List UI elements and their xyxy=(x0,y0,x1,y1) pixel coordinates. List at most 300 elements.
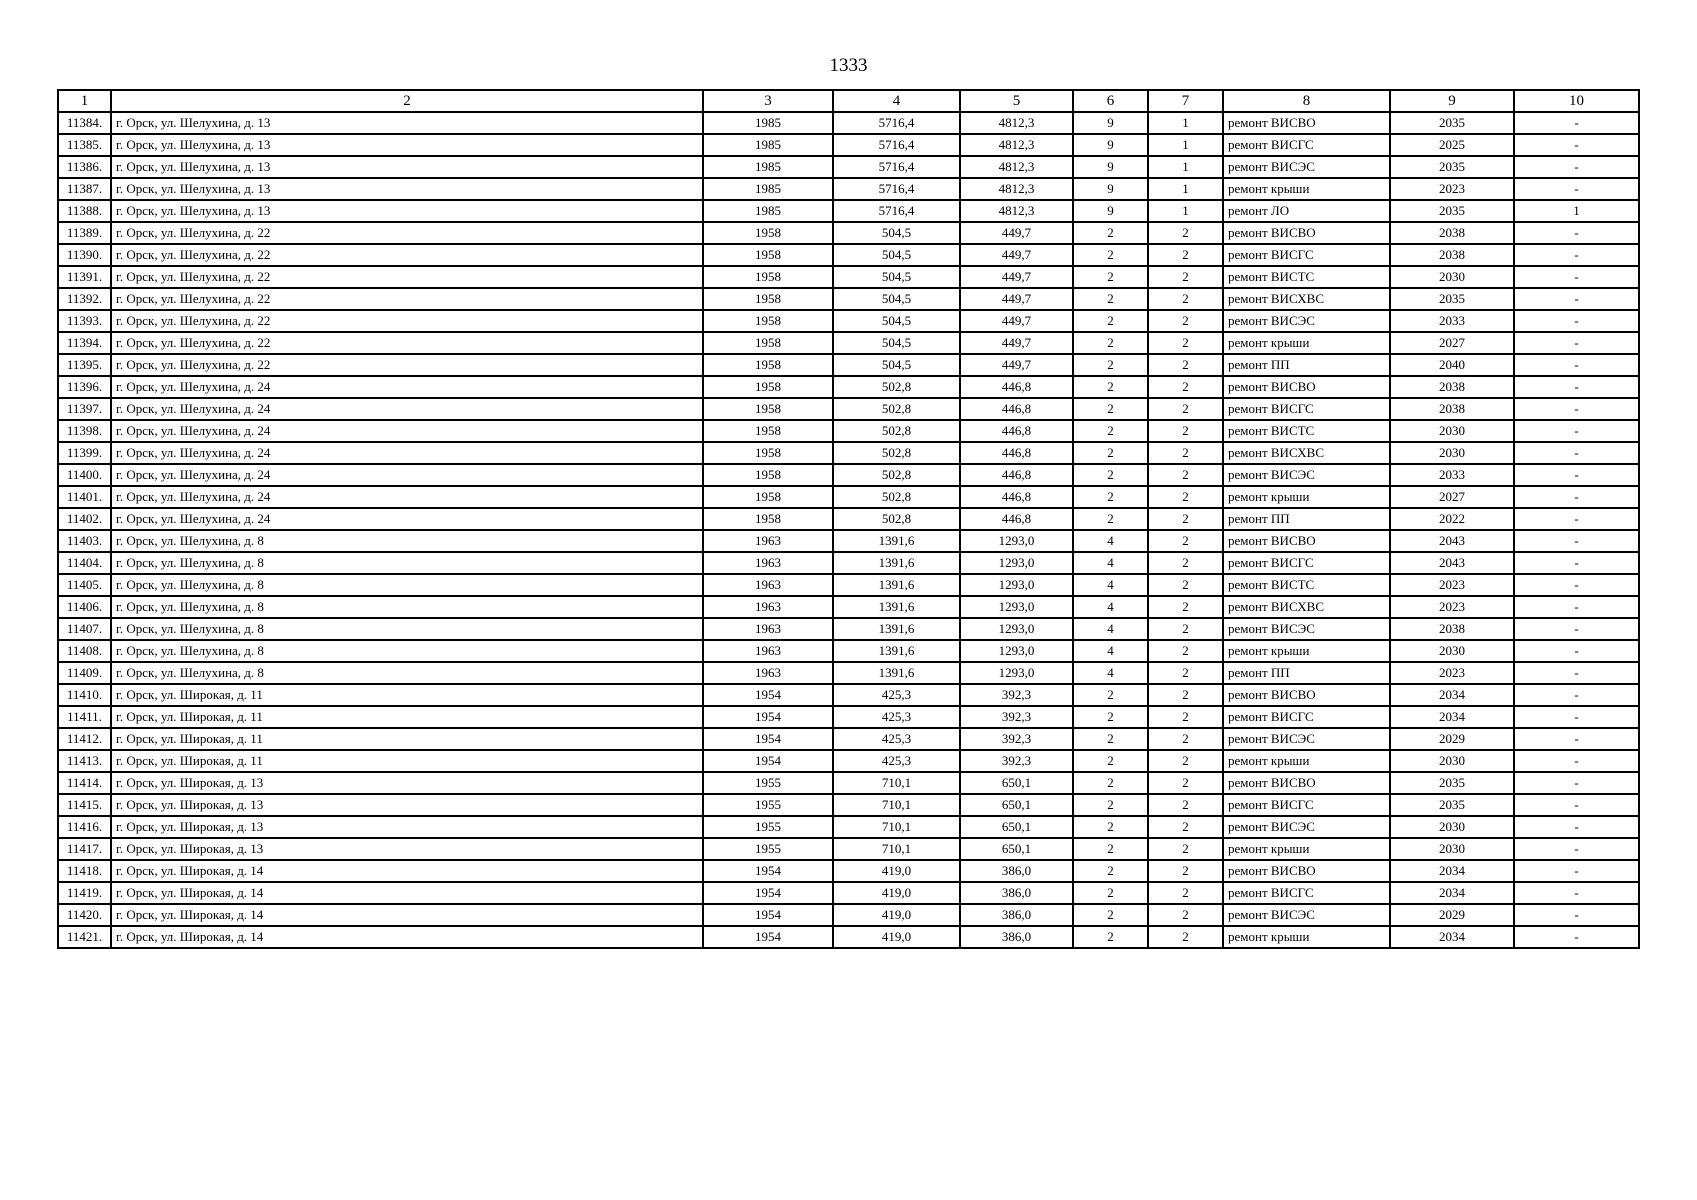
cell-note: - xyxy=(1514,684,1639,706)
cell-living-area: 449,7 xyxy=(960,266,1073,288)
table-row xyxy=(58,112,1639,134)
cell-floors: 2 xyxy=(1073,706,1148,728)
cell-total-area: 419,0 xyxy=(833,904,960,926)
cell-address: г. Орск, ул. Шелухина, д. 8 xyxy=(111,574,703,596)
table-row xyxy=(58,728,1639,750)
cell-total-area: 425,3 xyxy=(833,750,960,772)
cell-living-area: 4812,3 xyxy=(960,134,1073,156)
cell-row-number: 11386. xyxy=(58,156,111,178)
cell-row-number: 11421. xyxy=(58,926,111,948)
cell-note: - xyxy=(1514,354,1639,376)
repair-schedule-table xyxy=(57,89,1640,949)
cell-note: - xyxy=(1514,882,1639,904)
cell-total-area: 425,3 xyxy=(833,706,960,728)
cell-total-area: 5716,4 xyxy=(833,112,960,134)
cell-row-number: 11414. xyxy=(58,772,111,794)
cell-work-type: ремонт ВИСТС xyxy=(1223,420,1390,442)
cell-planned-year: 2038 xyxy=(1390,244,1514,266)
cell-note: - xyxy=(1514,486,1639,508)
cell-floors: 2 xyxy=(1073,288,1148,310)
cell-planned-year: 2035 xyxy=(1390,794,1514,816)
cell-note: - xyxy=(1514,860,1639,882)
cell-floors: 2 xyxy=(1073,464,1148,486)
table-row xyxy=(58,860,1639,882)
cell-build-year: 1963 xyxy=(703,640,833,662)
cell-total-area: 502,8 xyxy=(833,420,960,442)
cell-note: - xyxy=(1514,442,1639,464)
cell-build-year: 1963 xyxy=(703,596,833,618)
cell-note: - xyxy=(1514,112,1639,134)
cell-floors: 9 xyxy=(1073,200,1148,222)
cell-work-type: ремонт ВИСВО xyxy=(1223,376,1390,398)
cell-row-number: 11403. xyxy=(58,530,111,552)
cell-note: - xyxy=(1514,530,1639,552)
cell-row-number: 11409. xyxy=(58,662,111,684)
cell-planned-year: 2033 xyxy=(1390,310,1514,332)
cell-build-year: 1954 xyxy=(703,684,833,706)
table-row xyxy=(58,420,1639,442)
cell-note: - xyxy=(1514,178,1639,200)
cell-work-type: ремонт ВИСЭС xyxy=(1223,816,1390,838)
cell-address: г. Орск, ул. Шелухина, д. 8 xyxy=(111,530,703,552)
table-row xyxy=(58,772,1639,794)
column-header: 1 xyxy=(58,90,111,112)
table-row xyxy=(58,838,1639,860)
cell-planned-year: 2027 xyxy=(1390,486,1514,508)
cell-living-area: 1293,0 xyxy=(960,530,1073,552)
cell-floors: 2 xyxy=(1073,728,1148,750)
cell-entrances: 1 xyxy=(1148,134,1223,156)
cell-note: - xyxy=(1514,244,1639,266)
cell-planned-year: 2034 xyxy=(1390,684,1514,706)
cell-living-area: 446,8 xyxy=(960,508,1073,530)
cell-entrances: 2 xyxy=(1148,420,1223,442)
cell-note: - xyxy=(1514,134,1639,156)
cell-entrances: 2 xyxy=(1148,794,1223,816)
cell-total-area: 710,1 xyxy=(833,794,960,816)
table-row xyxy=(58,442,1639,464)
cell-total-area: 502,8 xyxy=(833,464,960,486)
cell-entrances: 2 xyxy=(1148,376,1223,398)
cell-row-number: 11404. xyxy=(58,552,111,574)
cell-planned-year: 2023 xyxy=(1390,596,1514,618)
cell-row-number: 11408. xyxy=(58,640,111,662)
cell-build-year: 1985 xyxy=(703,112,833,134)
cell-build-year: 1955 xyxy=(703,816,833,838)
cell-total-area: 504,5 xyxy=(833,222,960,244)
cell-build-year: 1954 xyxy=(703,882,833,904)
cell-total-area: 504,5 xyxy=(833,354,960,376)
cell-living-area: 650,1 xyxy=(960,794,1073,816)
cell-work-type: ремонт крыши xyxy=(1223,750,1390,772)
cell-total-area: 5716,4 xyxy=(833,134,960,156)
column-header: 10 xyxy=(1514,90,1639,112)
cell-living-area: 392,3 xyxy=(960,684,1073,706)
cell-work-type: ремонт ВИСГС xyxy=(1223,552,1390,574)
cell-address: г. Орск, ул. Широкая, д. 11 xyxy=(111,750,703,772)
cell-entrances: 2 xyxy=(1148,882,1223,904)
table-row xyxy=(58,684,1639,706)
cell-entrances: 1 xyxy=(1148,178,1223,200)
cell-address: г. Орск, ул. Широкая, д. 13 xyxy=(111,838,703,860)
cell-planned-year: 2025 xyxy=(1390,134,1514,156)
table-body xyxy=(58,112,1639,948)
cell-row-number: 11399. xyxy=(58,442,111,464)
cell-living-area: 446,8 xyxy=(960,376,1073,398)
cell-living-area: 4812,3 xyxy=(960,178,1073,200)
cell-address: г. Орск, ул. Шелухина, д. 22 xyxy=(111,332,703,354)
cell-planned-year: 2038 xyxy=(1390,222,1514,244)
cell-entrances: 1 xyxy=(1148,112,1223,134)
cell-entrances: 2 xyxy=(1148,618,1223,640)
cell-planned-year: 2030 xyxy=(1390,750,1514,772)
cell-living-area: 1293,0 xyxy=(960,552,1073,574)
cell-note: - xyxy=(1514,838,1639,860)
cell-total-area: 502,8 xyxy=(833,398,960,420)
cell-build-year: 1963 xyxy=(703,574,833,596)
cell-address: г. Орск, ул. Шелухина, д. 8 xyxy=(111,618,703,640)
cell-address: г. Орск, ул. Широкая, д. 13 xyxy=(111,794,703,816)
cell-address: г. Орск, ул. Шелухина, д. 13 xyxy=(111,200,703,222)
cell-note: - xyxy=(1514,640,1639,662)
cell-row-number: 11411. xyxy=(58,706,111,728)
cell-living-area: 449,7 xyxy=(960,354,1073,376)
cell-work-type: ремонт ВИСЭС xyxy=(1223,728,1390,750)
cell-address: г. Орск, ул. Шелухина, д. 24 xyxy=(111,442,703,464)
cell-note: - xyxy=(1514,420,1639,442)
cell-build-year: 1958 xyxy=(703,486,833,508)
table-row xyxy=(58,354,1639,376)
cell-work-type: ремонт ВИСВО xyxy=(1223,860,1390,882)
cell-note: 1 xyxy=(1514,200,1639,222)
cell-floors: 4 xyxy=(1073,640,1148,662)
cell-build-year: 1958 xyxy=(703,288,833,310)
cell-address: г. Орск, ул. Шелухина, д. 22 xyxy=(111,244,703,266)
cell-note: - xyxy=(1514,376,1639,398)
cell-address: г. Орск, ул. Широкая, д. 11 xyxy=(111,684,703,706)
cell-row-number: 11388. xyxy=(58,200,111,222)
cell-build-year: 1958 xyxy=(703,508,833,530)
cell-note: - xyxy=(1514,662,1639,684)
cell-floors: 2 xyxy=(1073,376,1148,398)
cell-total-area: 502,8 xyxy=(833,508,960,530)
cell-total-area: 1391,6 xyxy=(833,640,960,662)
cell-address: г. Орск, ул. Шелухина, д. 8 xyxy=(111,552,703,574)
table-row xyxy=(58,552,1639,574)
cell-build-year: 1985 xyxy=(703,156,833,178)
cell-planned-year: 2035 xyxy=(1390,112,1514,134)
table-row xyxy=(58,200,1639,222)
table-row xyxy=(58,332,1639,354)
cell-note: - xyxy=(1514,596,1639,618)
cell-address: г. Орск, ул. Шелухина, д. 13 xyxy=(111,178,703,200)
cell-build-year: 1958 xyxy=(703,398,833,420)
cell-entrances: 2 xyxy=(1148,750,1223,772)
cell-living-area: 446,8 xyxy=(960,398,1073,420)
cell-living-area: 392,3 xyxy=(960,706,1073,728)
cell-row-number: 11400. xyxy=(58,464,111,486)
cell-planned-year: 2023 xyxy=(1390,574,1514,596)
cell-work-type: ремонт ВИСТС xyxy=(1223,266,1390,288)
cell-living-area: 449,7 xyxy=(960,222,1073,244)
cell-living-area: 446,8 xyxy=(960,464,1073,486)
cell-total-area: 1391,6 xyxy=(833,618,960,640)
cell-living-area: 4812,3 xyxy=(960,200,1073,222)
cell-build-year: 1958 xyxy=(703,354,833,376)
cell-planned-year: 2030 xyxy=(1390,816,1514,838)
column-header: 6 xyxy=(1073,90,1148,112)
cell-floors: 2 xyxy=(1073,750,1148,772)
cell-entrances: 2 xyxy=(1148,640,1223,662)
cell-planned-year: 2043 xyxy=(1390,552,1514,574)
cell-build-year: 1963 xyxy=(703,530,833,552)
cell-floors: 2 xyxy=(1073,794,1148,816)
cell-entrances: 2 xyxy=(1148,464,1223,486)
cell-build-year: 1955 xyxy=(703,772,833,794)
cell-work-type: ремонт ВИСВО xyxy=(1223,530,1390,552)
cell-address: г. Орск, ул. Шелухина, д. 22 xyxy=(111,266,703,288)
cell-planned-year: 2035 xyxy=(1390,200,1514,222)
cell-build-year: 1958 xyxy=(703,310,833,332)
cell-total-area: 5716,4 xyxy=(833,178,960,200)
table-row xyxy=(58,530,1639,552)
cell-living-area: 386,0 xyxy=(960,926,1073,948)
cell-row-number: 11416. xyxy=(58,816,111,838)
cell-address: г. Орск, ул. Шелухина, д. 8 xyxy=(111,596,703,618)
column-header: 3 xyxy=(703,90,833,112)
cell-floors: 2 xyxy=(1073,860,1148,882)
cell-address: г. Орск, ул. Широкая, д. 11 xyxy=(111,706,703,728)
cell-living-area: 650,1 xyxy=(960,772,1073,794)
cell-floors: 9 xyxy=(1073,112,1148,134)
cell-living-area: 4812,3 xyxy=(960,112,1073,134)
cell-floors: 2 xyxy=(1073,222,1148,244)
cell-planned-year: 2030 xyxy=(1390,640,1514,662)
cell-work-type: ремонт ВИСВО xyxy=(1223,112,1390,134)
cell-note: - xyxy=(1514,266,1639,288)
cell-row-number: 11407. xyxy=(58,618,111,640)
cell-planned-year: 2030 xyxy=(1390,442,1514,464)
column-header: 9 xyxy=(1390,90,1514,112)
cell-work-type: ремонт ВИСХВС xyxy=(1223,288,1390,310)
cell-entrances: 2 xyxy=(1148,442,1223,464)
table-row xyxy=(58,574,1639,596)
cell-floors: 2 xyxy=(1073,332,1148,354)
table-row xyxy=(58,398,1639,420)
cell-row-number: 11417. xyxy=(58,838,111,860)
cell-total-area: 504,5 xyxy=(833,332,960,354)
cell-build-year: 1958 xyxy=(703,464,833,486)
cell-floors: 4 xyxy=(1073,530,1148,552)
cell-build-year: 1954 xyxy=(703,926,833,948)
cell-floors: 2 xyxy=(1073,772,1148,794)
cell-row-number: 11396. xyxy=(58,376,111,398)
table-row xyxy=(58,596,1639,618)
cell-living-area: 1293,0 xyxy=(960,596,1073,618)
cell-total-area: 419,0 xyxy=(833,882,960,904)
cell-address: г. Орск, ул. Широкая, д. 14 xyxy=(111,860,703,882)
cell-row-number: 11394. xyxy=(58,332,111,354)
cell-row-number: 11406. xyxy=(58,596,111,618)
cell-address: г. Орск, ул. Шелухина, д. 22 xyxy=(111,310,703,332)
cell-note: - xyxy=(1514,816,1639,838)
cell-living-area: 392,3 xyxy=(960,750,1073,772)
cell-entrances: 2 xyxy=(1148,244,1223,266)
cell-address: г. Орск, ул. Шелухина, д. 13 xyxy=(111,156,703,178)
cell-build-year: 1958 xyxy=(703,376,833,398)
cell-build-year: 1958 xyxy=(703,442,833,464)
table-row xyxy=(58,508,1639,530)
cell-entrances: 2 xyxy=(1148,596,1223,618)
cell-total-area: 502,8 xyxy=(833,376,960,398)
cell-entrances: 2 xyxy=(1148,354,1223,376)
cell-floors: 4 xyxy=(1073,662,1148,684)
cell-entrances: 2 xyxy=(1148,904,1223,926)
cell-row-number: 11413. xyxy=(58,750,111,772)
cell-row-number: 11387. xyxy=(58,178,111,200)
cell-total-area: 710,1 xyxy=(833,772,960,794)
cell-floors: 2 xyxy=(1073,354,1148,376)
cell-planned-year: 2030 xyxy=(1390,266,1514,288)
cell-planned-year: 2035 xyxy=(1390,288,1514,310)
cell-work-type: ремонт ВИСВО xyxy=(1223,772,1390,794)
cell-total-area: 5716,4 xyxy=(833,156,960,178)
cell-living-area: 650,1 xyxy=(960,816,1073,838)
cell-living-area: 386,0 xyxy=(960,882,1073,904)
cell-living-area: 449,7 xyxy=(960,244,1073,266)
cell-entrances: 2 xyxy=(1148,530,1223,552)
cell-living-area: 446,8 xyxy=(960,486,1073,508)
cell-note: - xyxy=(1514,222,1639,244)
cell-floors: 2 xyxy=(1073,398,1148,420)
cell-entrances: 2 xyxy=(1148,398,1223,420)
cell-build-year: 1963 xyxy=(703,618,833,640)
table-row xyxy=(58,882,1639,904)
cell-address: г. Орск, ул. Широкая, д. 14 xyxy=(111,882,703,904)
cell-work-type: ремонт ВИСТС xyxy=(1223,574,1390,596)
cell-build-year: 1958 xyxy=(703,222,833,244)
cell-total-area: 504,5 xyxy=(833,266,960,288)
table-row xyxy=(58,464,1639,486)
cell-address: г. Орск, ул. Шелухина, д. 24 xyxy=(111,486,703,508)
cell-planned-year: 2034 xyxy=(1390,860,1514,882)
cell-note: - xyxy=(1514,926,1639,948)
table-row xyxy=(58,816,1639,838)
cell-floors: 4 xyxy=(1073,552,1148,574)
table-row xyxy=(58,310,1639,332)
cell-build-year: 1963 xyxy=(703,552,833,574)
cell-build-year: 1954 xyxy=(703,860,833,882)
cell-living-area: 449,7 xyxy=(960,332,1073,354)
cell-address: г. Орск, ул. Шелухина, д. 24 xyxy=(111,420,703,442)
cell-total-area: 419,0 xyxy=(833,860,960,882)
cell-total-area: 1391,6 xyxy=(833,552,960,574)
cell-address: г. Орск, ул. Шелухина, д. 24 xyxy=(111,508,703,530)
cell-row-number: 11397. xyxy=(58,398,111,420)
cell-entrances: 2 xyxy=(1148,838,1223,860)
cell-floors: 4 xyxy=(1073,574,1148,596)
cell-planned-year: 2030 xyxy=(1390,838,1514,860)
cell-row-number: 11384. xyxy=(58,112,111,134)
cell-floors: 2 xyxy=(1073,904,1148,926)
cell-floors: 9 xyxy=(1073,156,1148,178)
cell-planned-year: 2038 xyxy=(1390,376,1514,398)
cell-planned-year: 2038 xyxy=(1390,618,1514,640)
cell-work-type: ремонт крыши xyxy=(1223,838,1390,860)
cell-planned-year: 2040 xyxy=(1390,354,1514,376)
cell-address: г. Орск, ул. Шелухина, д. 22 xyxy=(111,288,703,310)
cell-work-type: ремонт ВИСЭС xyxy=(1223,904,1390,926)
cell-total-area: 504,5 xyxy=(833,310,960,332)
table-row xyxy=(58,486,1639,508)
cell-entrances: 2 xyxy=(1148,486,1223,508)
cell-entrances: 2 xyxy=(1148,574,1223,596)
cell-floors: 2 xyxy=(1073,244,1148,266)
table-row xyxy=(58,750,1639,772)
cell-planned-year: 2022 xyxy=(1390,508,1514,530)
cell-planned-year: 2029 xyxy=(1390,904,1514,926)
cell-address: г. Орск, ул. Шелухина, д. 8 xyxy=(111,662,703,684)
table-header-row xyxy=(58,90,1639,112)
cell-build-year: 1985 xyxy=(703,134,833,156)
cell-planned-year: 2029 xyxy=(1390,728,1514,750)
cell-row-number: 11389. xyxy=(58,222,111,244)
cell-row-number: 11402. xyxy=(58,508,111,530)
table-row xyxy=(58,904,1639,926)
cell-entrances: 2 xyxy=(1148,662,1223,684)
cell-note: - xyxy=(1514,508,1639,530)
cell-living-area: 446,8 xyxy=(960,420,1073,442)
cell-note: - xyxy=(1514,706,1639,728)
cell-address: г. Орск, ул. Широкая, д. 14 xyxy=(111,904,703,926)
cell-planned-year: 2034 xyxy=(1390,926,1514,948)
cell-work-type: ремонт ВИСЭС xyxy=(1223,310,1390,332)
column-header: 4 xyxy=(833,90,960,112)
cell-note: - xyxy=(1514,750,1639,772)
cell-note: - xyxy=(1514,398,1639,420)
cell-address: г. Орск, ул. Широкая, д. 11 xyxy=(111,728,703,750)
cell-total-area: 5716,4 xyxy=(833,200,960,222)
table-row xyxy=(58,376,1639,398)
cell-build-year: 1954 xyxy=(703,728,833,750)
cell-floors: 2 xyxy=(1073,882,1148,904)
cell-floors: 2 xyxy=(1073,684,1148,706)
cell-work-type: ремонт ВИСГС xyxy=(1223,794,1390,816)
cell-row-number: 11385. xyxy=(58,134,111,156)
cell-floors: 2 xyxy=(1073,926,1148,948)
cell-work-type: ремонт ВИСГС xyxy=(1223,706,1390,728)
cell-living-area: 386,0 xyxy=(960,860,1073,882)
cell-address: г. Орск, ул. Широкая, д. 13 xyxy=(111,772,703,794)
cell-work-type: ремонт ВИСЭС xyxy=(1223,464,1390,486)
cell-floors: 2 xyxy=(1073,266,1148,288)
cell-work-type: ремонт крыши xyxy=(1223,486,1390,508)
column-header: 5 xyxy=(960,90,1073,112)
cell-entrances: 2 xyxy=(1148,508,1223,530)
cell-work-type: ремонт ВИСВО xyxy=(1223,684,1390,706)
cell-total-area: 1391,6 xyxy=(833,596,960,618)
table-row xyxy=(58,222,1639,244)
table-row xyxy=(58,618,1639,640)
cell-work-type: ремонт крыши xyxy=(1223,640,1390,662)
table-row xyxy=(58,706,1639,728)
cell-build-year: 1954 xyxy=(703,750,833,772)
cell-work-type: ремонт ПП xyxy=(1223,662,1390,684)
cell-planned-year: 2043 xyxy=(1390,530,1514,552)
cell-total-area: 425,3 xyxy=(833,728,960,750)
cell-planned-year: 2023 xyxy=(1390,178,1514,200)
cell-floors: 4 xyxy=(1073,596,1148,618)
